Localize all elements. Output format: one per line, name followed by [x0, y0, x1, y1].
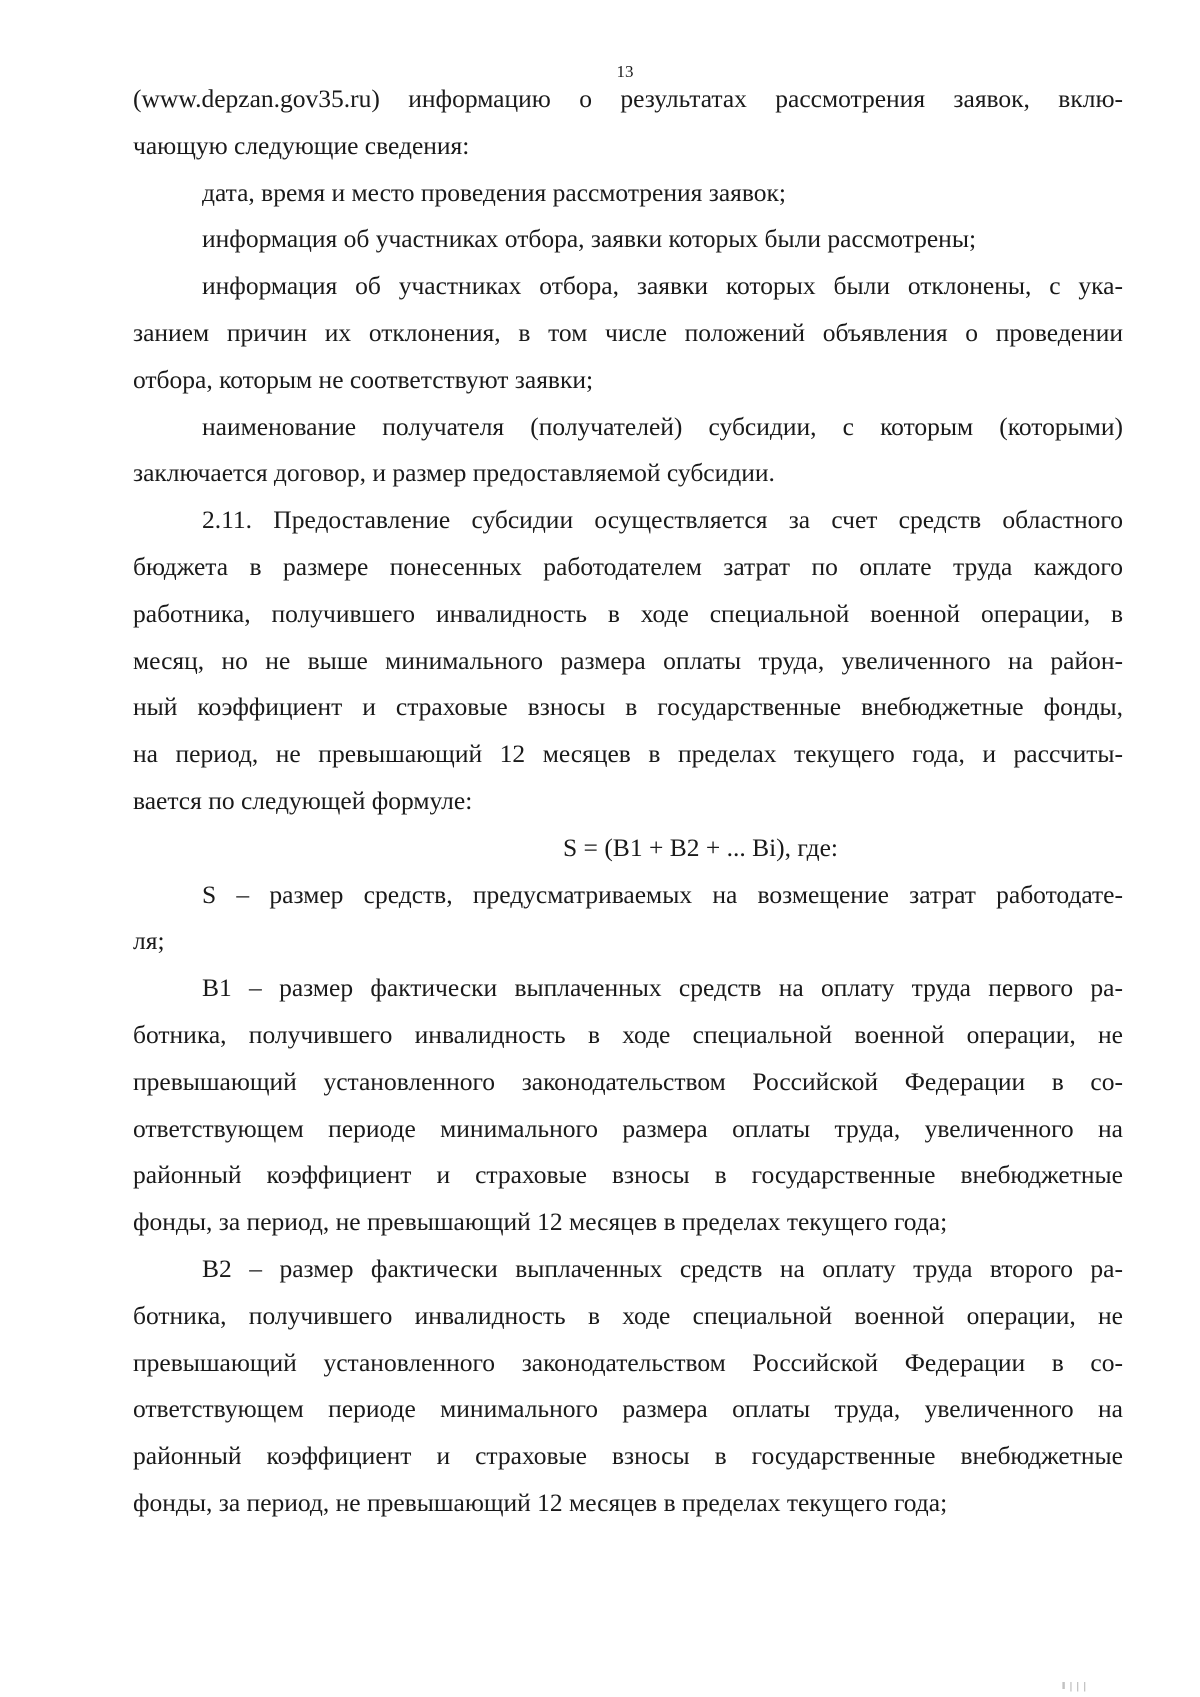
text-line: дата, время и место проведения рассмотрения заявок;: [202, 177, 786, 207]
scan-artifact: ‖ | | |: [1062, 1680, 1087, 1692]
text-line: ля;: [133, 926, 165, 956]
text-line: фонды, за период, не превышающий 12 месяцев в пределах текущего года;: [133, 1207, 948, 1237]
text-line: заключается договор, и размер предоставляемой субсидии.: [133, 458, 775, 488]
formula: S = (B1 + B2 + ... Bi), где:: [563, 832, 838, 862]
text-line: вается по следующей формуле:: [133, 785, 473, 815]
text-line: информация об участниках отбора, заявки которых были отклонены, с ука-: [202, 271, 1123, 301]
text-line: S – размер средств, предусматриваемых на возмещение затрат работодате-: [202, 879, 1123, 909]
text-line: фонды, за период, не превышающий 12 месяцев в пределах текущего года;: [133, 1487, 948, 1517]
text-line: районный коэффициент и страховые взносы в государственные внебюджетные: [133, 1160, 1123, 1190]
text-line: на период, не превышающий 12 месяцев в пределах текущего года, и рассчиты-: [133, 739, 1123, 769]
text-line: информация об участниках отбора, заявки которых были рассмотрены;: [202, 224, 977, 254]
text-line: (www.depzan.gov35.ru) информацию о результатах рассмотрения заявок, вклю-: [133, 84, 1123, 113]
page-number: 13: [616, 62, 634, 81]
text-line: районный коэффициент и страховые взносы в государственные внебюджетные: [133, 1441, 1123, 1471]
text-line: бюджета в размере понесенных работодателем затрат по оплате труда каждого: [133, 551, 1123, 581]
text-line: ботника, получившего инвалидность в ходе специальной военной операции, не: [133, 1300, 1123, 1330]
text-line: превышающий установленного законодательством Российской Федерации в со-: [133, 1066, 1123, 1096]
text-line: B2 – размер фактически выплаченных средств на оплату труда второго ра-: [202, 1253, 1123, 1283]
text-line: отбора, которым не соответствуют заявки;: [133, 364, 594, 394]
text-line: ботника, получившего инвалидность в ходе специальной военной операции, не: [133, 1019, 1123, 1049]
text-line: превышающий установленного законодательством Российской Федерации в со-: [133, 1347, 1123, 1377]
text-line: работника, получившего инвалидность в ходе специальной военной операции, в: [133, 598, 1123, 628]
text-line: ный коэффициент и страховые взносы в государственные внебюджетные фонды,: [133, 692, 1123, 722]
text-line: 2.11. Предоставление субсидии осуществляется за счет средств областного: [202, 505, 1123, 535]
body-text: [133, 76, 1123, 1527]
text-line: наименование получателя (получателей) субсидии, с которым (которыми): [202, 411, 1123, 441]
text-line: ответствующем периоде минимального размера оплаты труда, увеличенного на: [133, 1113, 1123, 1143]
text-line: чающую следующие сведения:: [133, 130, 470, 160]
text-line: B1 – размер фактически выплаченных средств на оплату труда первого ра-: [202, 973, 1123, 1003]
text-line: занием причин их отклонения, в том числе положений объявления о проведении: [133, 317, 1123, 347]
text-line: месяц, но не выше минимального размера оплаты труда, увеличенного на район-: [133, 645, 1123, 675]
text-line: ответствующем периоде минимального размера оплаты труда, увеличенного на: [133, 1394, 1123, 1424]
